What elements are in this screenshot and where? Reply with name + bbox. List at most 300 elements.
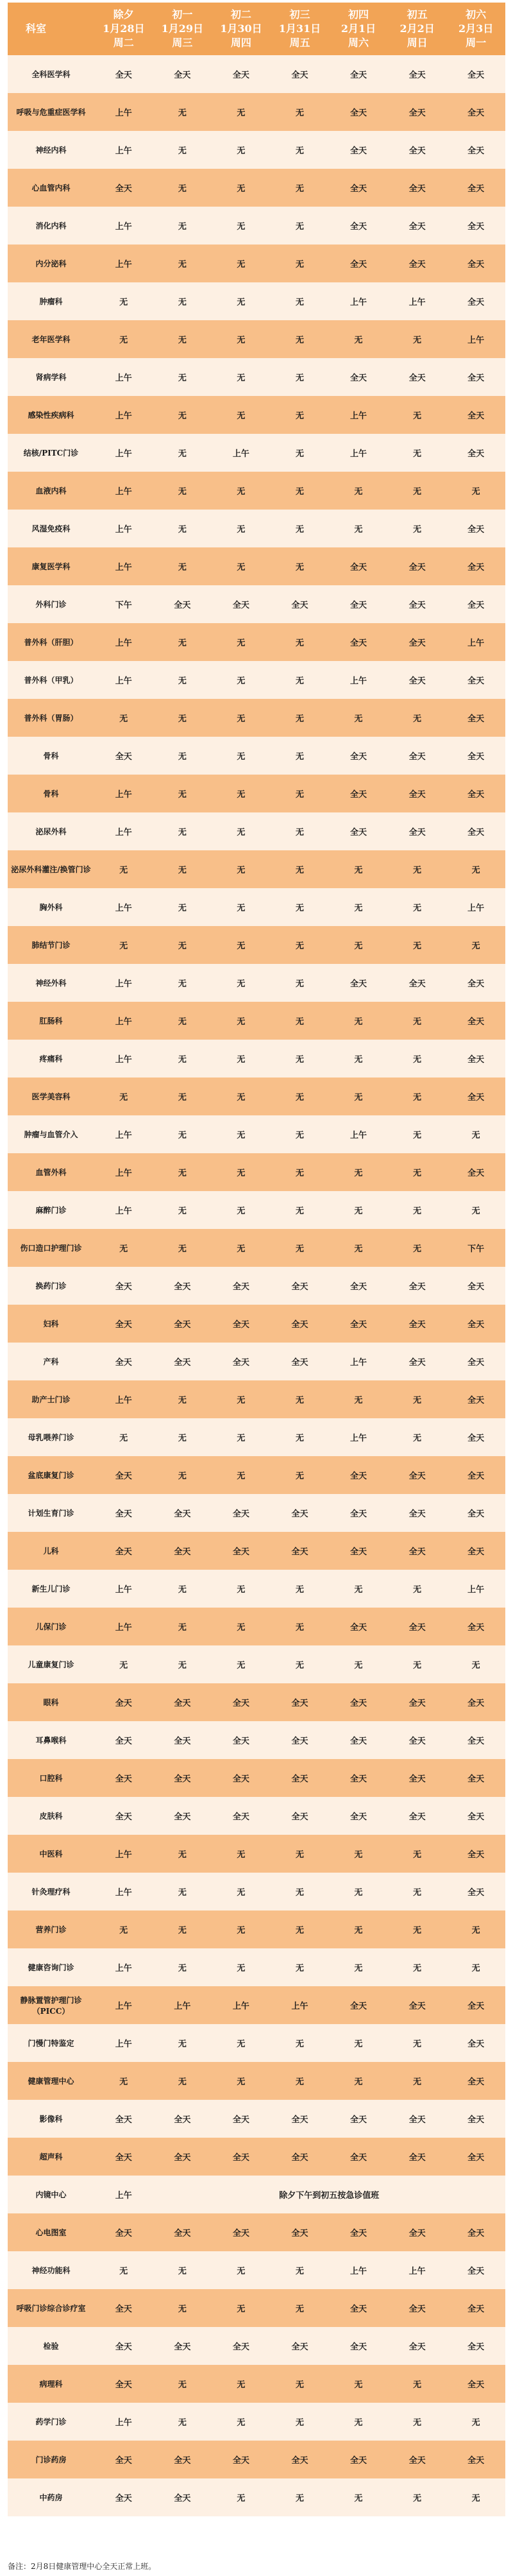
table-row [8, 396, 505, 434]
table-row [8, 888, 505, 926]
schedule-cell: 全天 [153, 1343, 212, 1380]
department-name: 疼痛科 [8, 1040, 94, 1078]
footnote: 备注：2月8日健康管理中心全天正常上班。 [8, 2562, 156, 2571]
schedule-cell: 全天 [271, 55, 330, 93]
schedule-cell: 全天 [329, 245, 388, 282]
schedule-cell: 全天 [388, 1494, 447, 1532]
day-column-header [388, 3, 447, 55]
schedule-cell: 全天 [329, 1494, 388, 1532]
department-name: 感染性疾病科 [8, 396, 94, 434]
schedule-cell: 全天 [446, 585, 505, 623]
schedule-cell: 全天 [329, 1986, 388, 2024]
schedule-cell: 无 [388, 1002, 447, 1040]
department-name: 耳鼻喉科 [8, 1721, 94, 1759]
schedule-cell: 无 [271, 358, 330, 396]
schedule-cell: 全天 [388, 1683, 447, 1721]
table-row [8, 131, 505, 169]
department-name: 中医科 [8, 1835, 94, 1873]
schedule-cell: 全天 [329, 2441, 388, 2478]
schedule-cell: 无 [153, 1456, 212, 1494]
schedule-cell: 下午 [446, 1229, 505, 1267]
schedule-cell: 上午 [446, 320, 505, 358]
day-column-header [94, 3, 153, 55]
schedule-cell: 无 [212, 358, 271, 396]
schedule-cell: 全天 [94, 1267, 153, 1305]
schedule-cell: 全天 [388, 1797, 447, 1835]
schedule-cell: 全天 [329, 131, 388, 169]
table-row [8, 1570, 505, 1608]
table-row [8, 1797, 505, 1835]
table-row [8, 1835, 505, 1873]
schedule-cell: 上午 [94, 1002, 153, 1040]
schedule-cell: 全天 [446, 2251, 505, 2289]
schedule-cell: 无 [212, 93, 271, 131]
department-name: 新生儿门诊 [8, 1570, 94, 1608]
table-row [8, 358, 505, 396]
schedule-cell: 无 [446, 850, 505, 888]
department-name: 全科医学科 [8, 55, 94, 93]
schedule-cell: 无 [271, 737, 330, 775]
schedule-cell: 无 [271, 1191, 330, 1229]
schedule-cell: 无 [388, 1229, 447, 1267]
schedule-cell: 全天 [153, 2441, 212, 2478]
schedule-cell: 上午 [94, 1608, 153, 1645]
table-row [8, 623, 505, 661]
day-header-l2: 2月1日 [341, 22, 376, 35]
schedule-cell: 无 [212, 812, 271, 850]
schedule-cell: 全天 [212, 1305, 271, 1343]
department-name: 呼吸与危重症医学科 [8, 93, 94, 131]
schedule-cell: 无 [271, 320, 330, 358]
schedule-cell: 无 [329, 888, 388, 926]
schedule-cell: 上午 [94, 131, 153, 169]
schedule-cell: 上午 [94, 2176, 153, 2213]
table-row [8, 2251, 505, 2289]
schedule-cell: 全天 [271, 2100, 330, 2138]
table-row [8, 2478, 505, 2516]
schedule-cell: 无 [153, 699, 212, 737]
schedule-cell: 全天 [388, 169, 447, 207]
schedule-cell: 全天 [329, 1456, 388, 1494]
schedule-cell: 无 [153, 2062, 212, 2100]
schedule-cell: 无 [271, 623, 330, 661]
schedule-cell: 无 [94, 2251, 153, 2289]
schedule-cell: 无 [329, 1570, 388, 1608]
schedule-cell: 全天 [271, 2327, 330, 2365]
table-row [8, 1191, 505, 1229]
schedule-cell: 全天 [329, 1683, 388, 1721]
day-header-l3: 周三 [172, 37, 193, 49]
schedule-cell: 无 [271, 169, 330, 207]
schedule-cell: 无 [271, 207, 330, 245]
schedule-cell: 全天 [446, 1835, 505, 1873]
schedule-cell: 全天 [446, 1267, 505, 1305]
schedule-cell: 无 [212, 926, 271, 964]
schedule-cell: 无 [271, 282, 330, 320]
schedule-cell: 无 [212, 661, 271, 699]
table-row [8, 245, 505, 282]
schedule-cell: 全天 [212, 585, 271, 623]
table-row [8, 1153, 505, 1191]
schedule-cell: 无 [153, 358, 212, 396]
schedule-cell: 无 [446, 1911, 505, 1948]
table-row [8, 1002, 505, 1040]
schedule-cell: 全天 [388, 1305, 447, 1343]
schedule-cell: 无 [153, 320, 212, 358]
schedule-cell: 无 [212, 510, 271, 547]
schedule-cell: 全天 [388, 1456, 447, 1494]
table-row [8, 472, 505, 510]
department-name: 神经内科 [8, 131, 94, 169]
schedule-cell: 无 [388, 2478, 447, 2516]
schedule-cell: 无 [388, 2403, 447, 2441]
schedule-cell: 全天 [153, 2213, 212, 2251]
schedule-cell: 无 [271, 1418, 330, 1456]
schedule-cell: 上午 [153, 1986, 212, 2024]
schedule-cell: 全天 [446, 1380, 505, 1418]
schedule-cell: 上午 [94, 888, 153, 926]
schedule-cell: 上午 [94, 93, 153, 131]
schedule-cell: 无 [388, 1078, 447, 1115]
schedule-cell: 无 [388, 434, 447, 472]
schedule-cell: 全天 [153, 1683, 212, 1721]
schedule-cell: 全天 [388, 1343, 447, 1380]
schedule-cell: 上午 [329, 1418, 388, 1456]
table-row [8, 1721, 505, 1759]
table-row [8, 207, 505, 245]
table-row [8, 2327, 505, 2365]
schedule-cell: 无 [153, 472, 212, 510]
schedule-cell: 无 [212, 1191, 271, 1229]
schedule-cell: 无 [271, 964, 330, 1002]
schedule-cell: 无 [388, 1570, 447, 1608]
schedule-cell: 全天 [271, 2138, 330, 2176]
schedule-cell: 无 [329, 1040, 388, 1078]
department-name: 影像科 [8, 2100, 94, 2138]
schedule-cell: 无 [271, 2403, 330, 2441]
schedule-cell: 无 [329, 850, 388, 888]
schedule-cell: 上午 [94, 1948, 153, 1986]
schedule-cell: 全天 [446, 434, 505, 472]
schedule-cell: 全天 [153, 2327, 212, 2365]
schedule-cell: 无 [212, 1153, 271, 1191]
schedule-cell: 无 [212, 1002, 271, 1040]
schedule-cell: 全天 [446, 55, 505, 93]
day-header-l3: 周二 [113, 37, 134, 49]
schedule-cell: 无 [271, 1948, 330, 1986]
schedule-cell: 无 [329, 1153, 388, 1191]
department-name: 呼吸门诊综合诊疗室 [8, 2289, 94, 2327]
schedule-cell: 无 [153, 1835, 212, 1873]
department-name: 盆底康复门诊 [8, 1456, 94, 1494]
schedule-cell: 上午 [94, 207, 153, 245]
schedule-cell: 全天 [271, 2441, 330, 2478]
table-row [8, 55, 505, 93]
table-row [8, 510, 505, 547]
schedule-cell: 全天 [388, 1267, 447, 1305]
department-name: 换药门诊 [8, 1267, 94, 1305]
schedule-cell: 全天 [446, 1418, 505, 1456]
table-row [8, 1532, 505, 1570]
day-header-l2: 2月2日 [399, 22, 435, 35]
schedule-cell: 无 [388, 472, 447, 510]
schedule-cell: 全天 [153, 1721, 212, 1759]
schedule-cell: 全天 [153, 1532, 212, 1570]
table-row [8, 2365, 505, 2403]
schedule-cell: 无 [212, 2403, 271, 2441]
schedule-cell: 无 [153, 1078, 212, 1115]
schedule-cell: 全天 [388, 2289, 447, 2327]
schedule-cell: 全天 [446, 207, 505, 245]
schedule-cell: 全天 [212, 2100, 271, 2138]
department-name: 骨科 [8, 775, 94, 812]
department-name: 健康咨询门诊 [8, 1948, 94, 1986]
schedule-cell: 全天 [329, 2213, 388, 2251]
schedule-cell: 无 [271, 926, 330, 964]
schedule-cell: 全天 [446, 775, 505, 812]
schedule-cell: 全天 [94, 2138, 153, 2176]
schedule-cell: 无 [212, 1911, 271, 1948]
schedule-cell: 全天 [388, 1608, 447, 1645]
schedule-cell: 无 [271, 245, 330, 282]
department-name: 产科 [8, 1343, 94, 1380]
table-row [8, 1078, 505, 1115]
schedule-cell: 无 [271, 888, 330, 926]
table-row [8, 1115, 505, 1153]
schedule-cell: 全天 [446, 1153, 505, 1191]
schedule-cell: 全天 [388, 93, 447, 131]
department-name: 外科门诊 [8, 585, 94, 623]
department-name: 肾病学科 [8, 358, 94, 396]
schedule-cell: 无 [388, 926, 447, 964]
schedule-cell: 无 [329, 926, 388, 964]
schedule-cell: 全天 [446, 2024, 505, 2062]
department-name: 消化内科 [8, 207, 94, 245]
schedule-cell: 无 [271, 775, 330, 812]
schedule-cell: 无 [212, 1645, 271, 1683]
schedule-cell: 无 [446, 1191, 505, 1229]
schedule-cell: 全天 [446, 1532, 505, 1570]
schedule-cell: 全天 [388, 2327, 447, 2365]
schedule-cell: 无 [271, 131, 330, 169]
schedule-cell: 全天 [388, 964, 447, 1002]
schedule-cell: 全天 [94, 1494, 153, 1532]
table-row [8, 2138, 505, 2176]
schedule-cell: 全天 [153, 1305, 212, 1343]
schedule-cell: 无 [212, 964, 271, 1002]
schedule-cell: 无 [153, 207, 212, 245]
schedule-cell: 无 [212, 396, 271, 434]
schedule-cell: 全天 [329, 547, 388, 585]
department-name: 肛肠科 [8, 1002, 94, 1040]
schedule-cell: 无 [212, 623, 271, 661]
schedule-cell: 全天 [446, 1305, 505, 1343]
schedule-cell: 全天 [271, 1759, 330, 1797]
schedule-cell: 无 [271, 472, 330, 510]
schedule-cell: 全天 [212, 1759, 271, 1797]
schedule-cell: 无 [153, 131, 212, 169]
day-header-l3: 周一 [466, 37, 487, 49]
schedule-cell: 上午 [94, 510, 153, 547]
table-row [8, 434, 505, 472]
day-header-l1: 初五 [407, 8, 428, 21]
schedule-cell: 全天 [446, 2365, 505, 2403]
department-name: 医学美容科 [8, 1078, 94, 1115]
schedule-cell: 全天 [212, 2138, 271, 2176]
schedule-cell: 无 [153, 1153, 212, 1191]
schedule-cell: 全天 [329, 358, 388, 396]
schedule-cell: 无 [329, 472, 388, 510]
schedule-cell: 上午 [94, 1986, 153, 2024]
department-name: 泌尿外科灌注/换管门诊 [8, 850, 94, 888]
schedule-cell: 无 [446, 2478, 505, 2516]
merged-schedule-note: 除夕下午到初五按急诊值班 [153, 2176, 505, 2213]
department-name: 门慢门特鉴定 [8, 2024, 94, 2062]
schedule-cell: 全天 [329, 207, 388, 245]
department-name: 儿童康复门诊 [8, 1645, 94, 1683]
schedule-cell: 全天 [329, 1721, 388, 1759]
department-name: 泌尿外科 [8, 812, 94, 850]
schedule-cell: 无 [271, 93, 330, 131]
table-row [8, 2403, 505, 2441]
schedule-cell: 无 [388, 1948, 447, 1986]
schedule-cell: 全天 [446, 1494, 505, 1532]
schedule-cell: 全天 [212, 1343, 271, 1380]
table-row [8, 1873, 505, 1911]
schedule-cell: 无 [329, 2403, 388, 2441]
day-header-l1: 初二 [230, 8, 251, 21]
schedule-cell: 无 [271, 1645, 330, 1683]
department-name: 静脉置管护理门诊（PICC） [8, 1986, 94, 2024]
schedule-cell: 无 [94, 699, 153, 737]
schedule-cell: 全天 [446, 2100, 505, 2138]
schedule-cell: 无 [153, 1608, 212, 1645]
schedule-cell: 无 [271, 850, 330, 888]
schedule-cell: 全天 [329, 585, 388, 623]
department-name: 神经外科 [8, 964, 94, 1002]
table-row [8, 1343, 505, 1380]
schedule-cell: 全天 [94, 2213, 153, 2251]
schedule-cell: 全天 [388, 737, 447, 775]
schedule-cell: 无 [153, 1040, 212, 1078]
day-header-l3: 周六 [348, 37, 369, 49]
schedule-cell: 全天 [212, 2441, 271, 2478]
schedule-cell: 无 [153, 1002, 212, 1040]
schedule-cell: 无 [271, 699, 330, 737]
table-row [8, 1911, 505, 1948]
schedule-cell: 无 [329, 2024, 388, 2062]
schedule-cell: 无 [446, 1115, 505, 1153]
schedule-cell: 全天 [94, 2478, 153, 2516]
schedule-cell: 全天 [329, 2327, 388, 2365]
table-row [8, 2441, 505, 2478]
schedule-cell: 无 [271, 1380, 330, 1418]
schedule-cell: 无 [388, 850, 447, 888]
table-row [8, 282, 505, 320]
department-name: 超声科 [8, 2138, 94, 2176]
schedule-cell: 无 [271, 1002, 330, 1040]
schedule-cell: 全天 [446, 661, 505, 699]
table-row [8, 2289, 505, 2327]
day-column-header [446, 3, 505, 55]
schedule-cell: 全天 [329, 964, 388, 1002]
table-row [8, 1267, 505, 1305]
schedule-cell: 全天 [94, 2365, 153, 2403]
schedule-cell: 全天 [446, 282, 505, 320]
table-row [8, 1456, 505, 1494]
schedule-cell: 全天 [388, 775, 447, 812]
schedule-cell: 无 [153, 547, 212, 585]
schedule-cell: 全天 [212, 2213, 271, 2251]
schedule-cell: 无 [153, 1873, 212, 1911]
schedule-cell: 无 [153, 1570, 212, 1608]
department-name: 普外科（甲乳） [8, 661, 94, 699]
schedule-cell: 上午 [329, 1343, 388, 1380]
schedule-cell: 上午 [329, 282, 388, 320]
table-row [8, 699, 505, 737]
department-name: 检验 [8, 2327, 94, 2365]
schedule-cell: 全天 [446, 93, 505, 131]
schedule-cell: 无 [212, 1948, 271, 1986]
schedule-cell: 无 [271, 510, 330, 547]
schedule-cell: 全天 [94, 55, 153, 93]
schedule-cell: 全天 [446, 131, 505, 169]
table-row [8, 1229, 505, 1267]
schedule-cell: 无 [153, 245, 212, 282]
department-name: 肺结节门诊 [8, 926, 94, 964]
schedule-cell: 全天 [446, 169, 505, 207]
schedule-cell: 无 [94, 282, 153, 320]
schedule-cell: 无 [212, 2024, 271, 2062]
schedule-cell: 无 [94, 1645, 153, 1683]
table-row [8, 547, 505, 585]
schedule-cell: 无 [271, 2289, 330, 2327]
day-header-l3: 周四 [230, 37, 251, 49]
schedule-cell: 上午 [94, 358, 153, 396]
schedule-cell: 无 [271, 661, 330, 699]
department-name: 内镜中心 [8, 2176, 94, 2213]
schedule-cell: 全天 [388, 2138, 447, 2176]
schedule-cell: 无 [212, 699, 271, 737]
schedule-cell: 上午 [388, 282, 447, 320]
department-name: 胸外科 [8, 888, 94, 926]
schedule-cell: 全天 [271, 1305, 330, 1343]
schedule-cell: 无 [271, 1040, 330, 1078]
schedule-cell: 无 [329, 1873, 388, 1911]
schedule-cell: 全天 [94, 169, 153, 207]
schedule-cell: 无 [212, 472, 271, 510]
schedule-cell: 无 [153, 2403, 212, 2441]
schedule-cell: 全天 [329, 1267, 388, 1305]
department-name: 心血管内科 [8, 169, 94, 207]
schedule-cell: 全天 [446, 699, 505, 737]
schedule-cell: 无 [153, 1645, 212, 1683]
schedule-cell: 全天 [212, 2327, 271, 2365]
schedule-cell: 全天 [446, 1040, 505, 1078]
schedule-cell: 无 [388, 888, 447, 926]
schedule-cell: 无 [212, 2478, 271, 2516]
schedule-cell: 上午 [94, 1873, 153, 1911]
schedule-cell: 全天 [446, 2327, 505, 2365]
schedule-cell: 上午 [94, 434, 153, 472]
schedule-cell: 全天 [329, 169, 388, 207]
schedule-cell: 全天 [329, 812, 388, 850]
schedule-cell: 全天 [94, 1305, 153, 1343]
department-name: 康复医学科 [8, 547, 94, 585]
schedule-cell: 全天 [329, 1532, 388, 1570]
schedule-cell: 全天 [94, 1797, 153, 1835]
schedule-cell: 上午 [446, 623, 505, 661]
